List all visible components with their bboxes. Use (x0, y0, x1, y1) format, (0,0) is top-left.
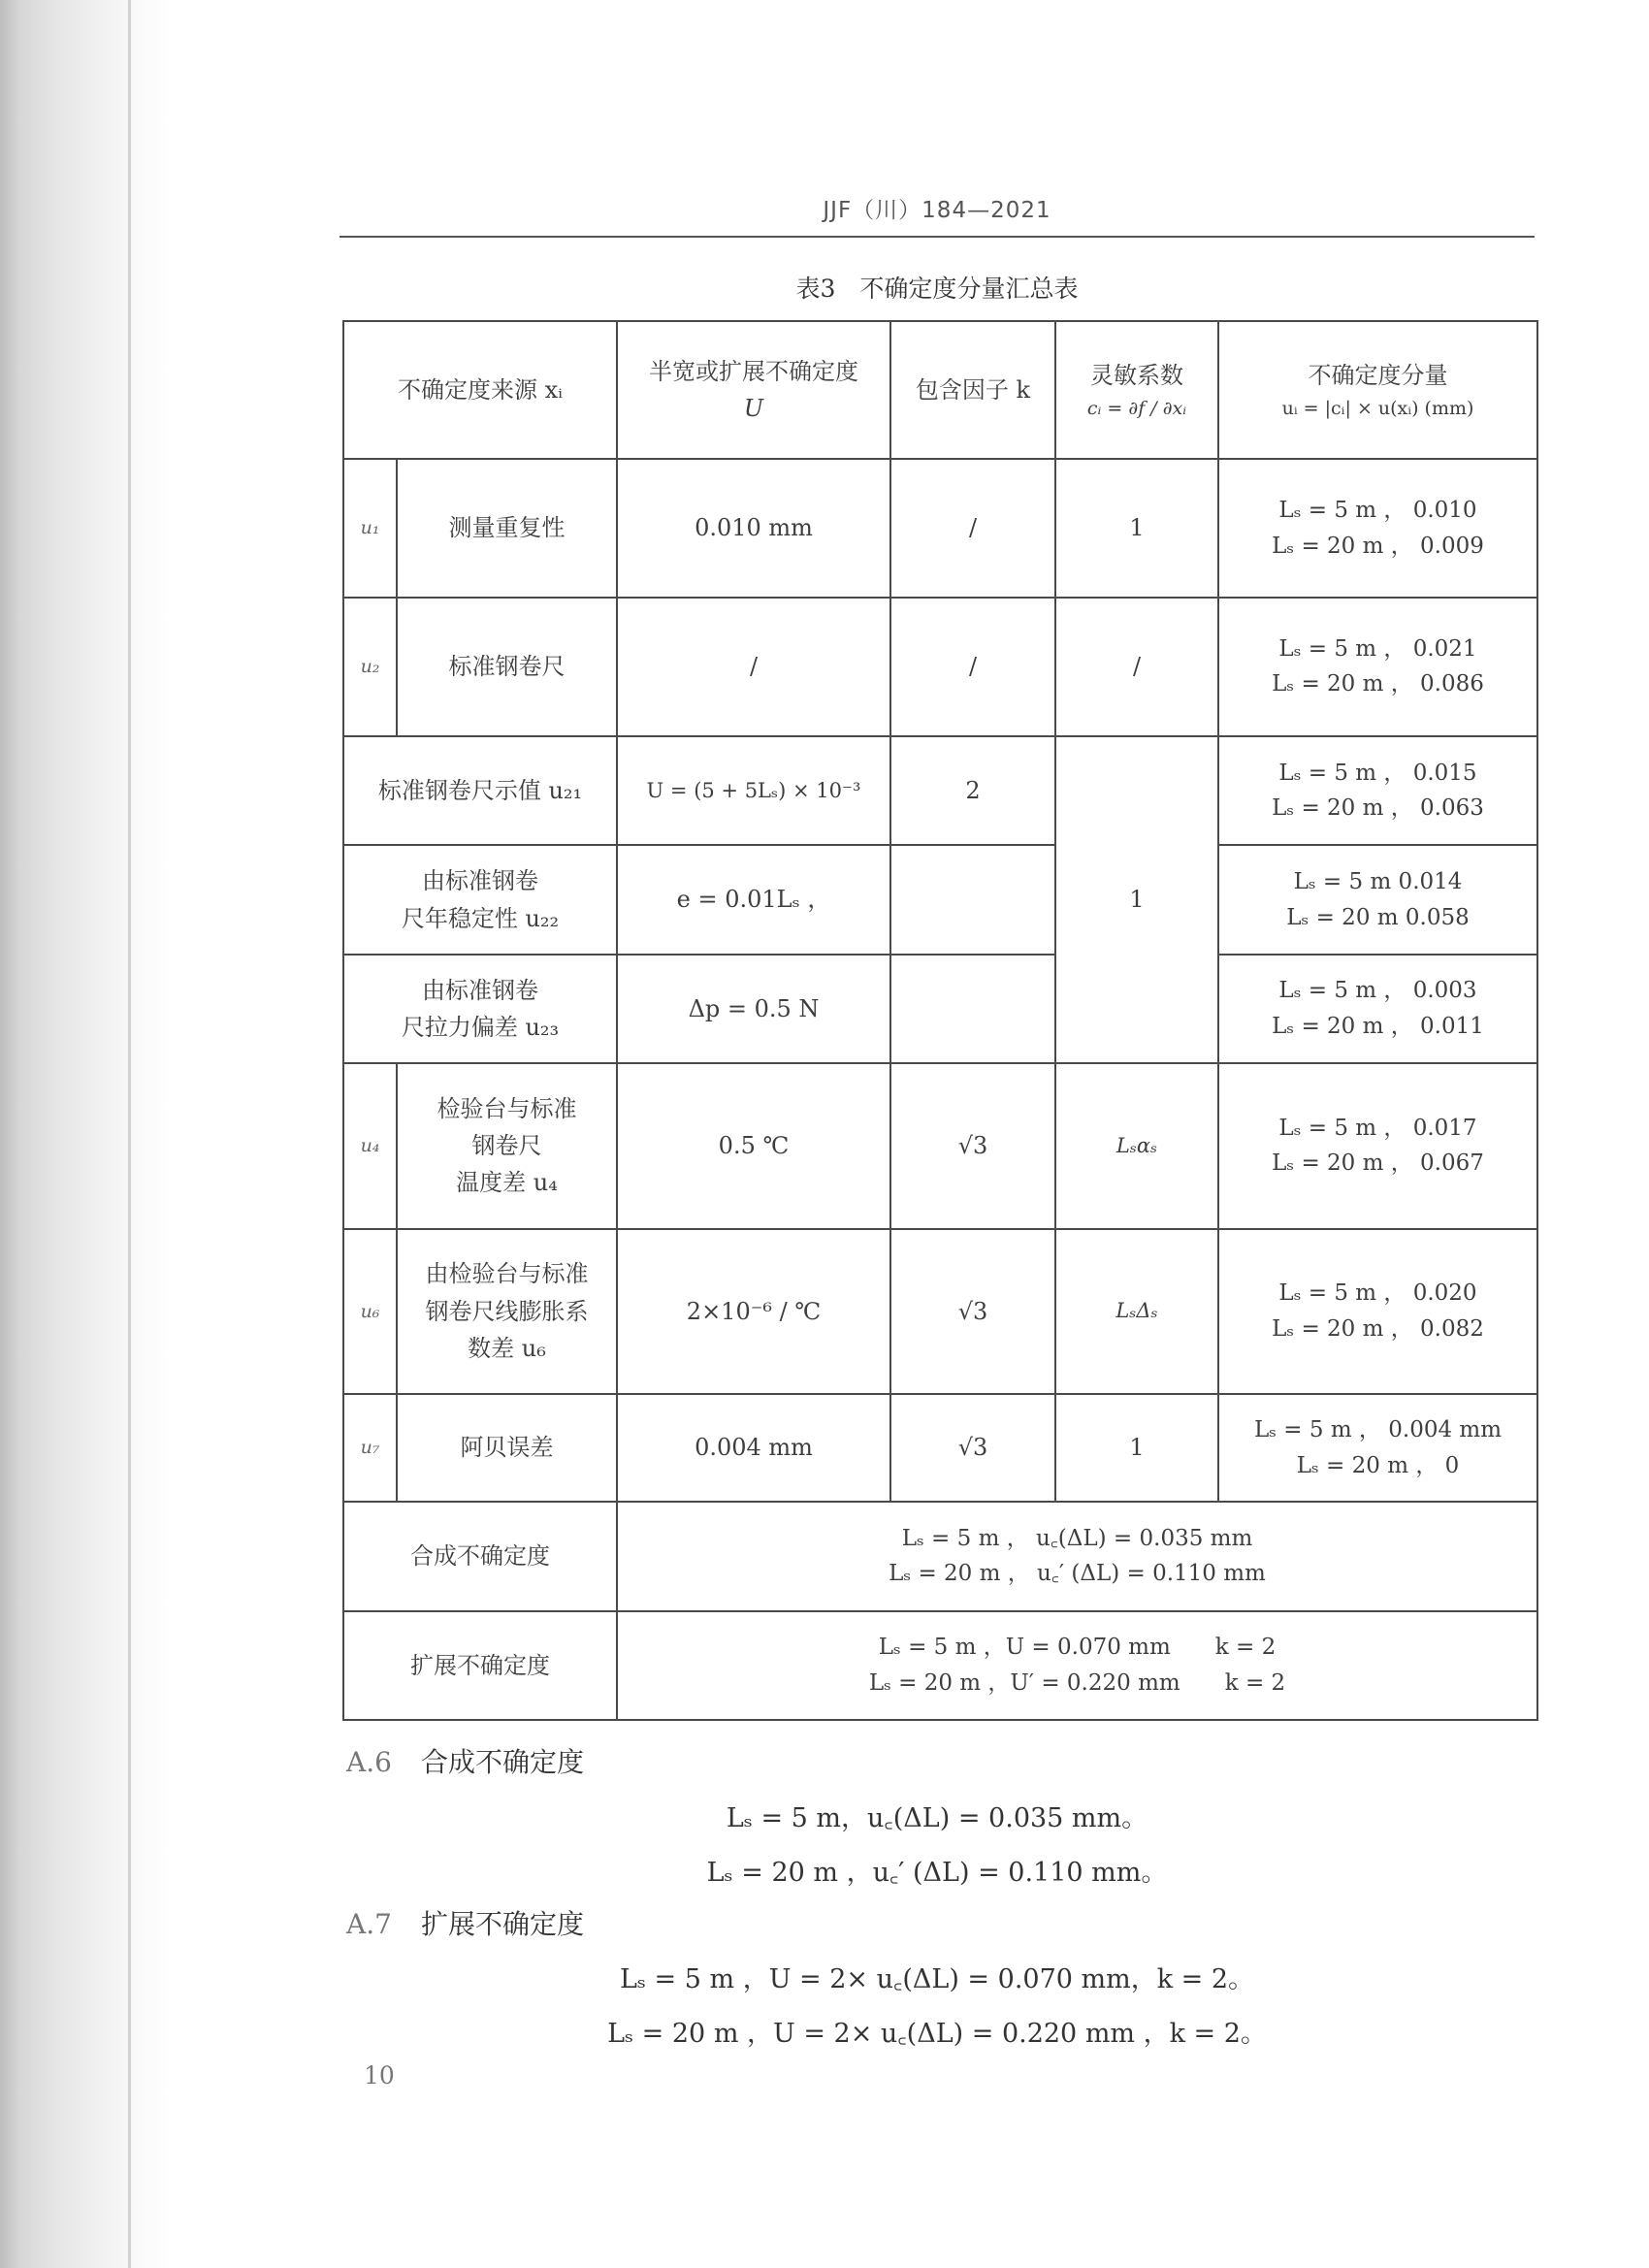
row-source-line3: 温度差 u₄ (456, 1169, 558, 1197)
row-source: 测量重复性 (397, 459, 617, 597)
row-component-line2: Lₛ = 20 m ， 0.011 (1272, 1013, 1484, 1039)
row-source-line2: 尺年稳定性 u₂₂ (401, 904, 560, 932)
row-sensitivity: 1 (1055, 459, 1218, 597)
row-source-line2: 钢卷尺 (471, 1132, 542, 1160)
table-row (343, 955, 1537, 1063)
running-header: JJF（川）184—2021 (823, 198, 1051, 223)
row-component-line2: Lₛ = 20 m ， 0 (1296, 1452, 1460, 1478)
combined-line1: Lₛ = 5 m ， u꜀(ΔL) = 0.035 mm (901, 1525, 1253, 1551)
table-row (343, 1229, 1537, 1394)
row-coverage-factor: √3 (890, 1394, 1055, 1502)
table-row (343, 845, 1537, 954)
row-component-line1: Lₛ = 5 m ， 0.020 (1278, 1280, 1477, 1306)
row-component (1218, 736, 1537, 845)
row-component-line1: Lₛ = 5 m 0.014 (1293, 868, 1463, 894)
row-source: 标准钢卷尺 (397, 598, 617, 736)
expanded-values (617, 1611, 1537, 1720)
row-halfwidth: e = 0.01Lₛ ， (617, 845, 890, 954)
row-component (1218, 1229, 1537, 1394)
table-row (343, 459, 1537, 597)
row-sensitivity: 1 (1055, 1394, 1218, 1502)
row-source-line1: 由检验台与标准 (425, 1260, 589, 1288)
row-coverage-factor: 2 (890, 736, 1055, 845)
row-component-line2: Lₛ = 20 m ， 0.067 (1272, 1150, 1484, 1177)
row-component-line1: Lₛ = 5 m ， 0.021 (1278, 635, 1477, 662)
row-sensitivity: Lₛαₛ (1055, 1063, 1218, 1228)
row-component-line1: Lₛ = 5 m ， 0.017 (1278, 1115, 1477, 1141)
section-a7-number: A.7 (346, 1908, 392, 1940)
row-component-line2: Lₛ = 20 m 0.058 (1286, 904, 1470, 930)
section-a7-equation-2: Lₛ = 20 m ，U = 2× u꜀(ΔL) = 0.220 mm ，k = 2。 (607, 2019, 1267, 2049)
row-source (343, 955, 617, 1063)
book-spine-shadow (0, 0, 170, 2268)
row-coverage-factor: / (890, 459, 1055, 597)
row-source (343, 845, 617, 954)
combined-line2: Lₛ = 20 m ， u꜀′ (ΔL) = 0.110 mm (889, 1561, 1266, 1587)
header-halfwidth (617, 321, 890, 459)
uncertainty-table (342, 320, 1538, 1721)
combined-label: 合成不确定度 (343, 1502, 617, 1610)
header-sensitivity-line1: 灵敏系数 (1090, 361, 1183, 389)
row-component (1218, 845, 1537, 954)
section-a7-equation-1: Lₛ = 5 m ，U = 2× u꜀(ΔL) = 0.070 mm，k = 2。 (619, 1964, 1255, 1994)
header-coverage-factor: 包含因子 k (890, 321, 1055, 459)
row-coverage-factor: / (890, 598, 1055, 736)
row-component (1218, 598, 1537, 736)
row-symbol: u₄ (343, 1063, 397, 1228)
spine-fold-line (128, 0, 131, 2268)
row-source: 阿贝误差 (397, 1394, 617, 1502)
row-symbol: u₇ (343, 1394, 397, 1502)
header-source: 不确定度来源 xᵢ (343, 321, 617, 459)
row-component (1218, 459, 1537, 597)
page-number: 10 (364, 2061, 395, 2090)
row-halfwidth: / (617, 598, 890, 736)
row-source (397, 1229, 617, 1394)
row-coverage-factor (890, 955, 1055, 1063)
table-row (343, 736, 1537, 845)
header-sensitivity-line2: cᵢ = ∂f / ∂xᵢ (1086, 398, 1187, 420)
row-component (1218, 1063, 1537, 1228)
row-component-line2: Lₛ = 20 m ， 0.082 (1272, 1315, 1484, 1342)
header-halfwidth-line2: U (743, 395, 764, 423)
row-halfwidth: Δp = 0.5 N (617, 955, 890, 1063)
row-source-line1: 由标准钢卷 (422, 976, 538, 1004)
header-component (1218, 321, 1537, 459)
row-coverage-factor (890, 845, 1055, 954)
header-sensitivity (1055, 321, 1218, 459)
row-coverage-factor: √3 (890, 1229, 1055, 1394)
expanded-line2: Lₛ = 20 m ，U′ = 0.220 mm k = 2 (868, 1669, 1286, 1696)
section-a7-heading (346, 1903, 584, 1942)
row-symbol: u₁ (343, 459, 397, 597)
row-component-line1: Lₛ = 5 m ， 0.003 (1278, 978, 1477, 1004)
row-component (1218, 1394, 1537, 1502)
header-rule (340, 236, 1535, 238)
section-a6-equation-1: Lₛ = 5 m，u꜀(ΔL) = 0.035 mm。 (726, 1803, 1148, 1833)
row-symbol: u₆ (343, 1229, 397, 1394)
row-halfwidth: U = (5 + 5Lₛ) × 10⁻³ (617, 736, 890, 845)
row-halfwidth: 0.5 ℃ (617, 1063, 890, 1228)
table-title: 表3 不确定度分量汇总表 (795, 275, 1079, 303)
row-component-line1: Lₛ = 5 m ， 0.015 (1278, 760, 1477, 786)
table-row (343, 1063, 1537, 1228)
table-row (343, 598, 1537, 736)
row-source (397, 1063, 617, 1228)
row-component-line1: Lₛ = 5 m ， 0.010 (1278, 497, 1477, 523)
header-component-line2: uᵢ = |cᵢ| × u(xᵢ) (mm) (1281, 398, 1474, 420)
row-halfwidth: 0.010 mm (617, 459, 890, 597)
header-component-line1: 不确定度分量 (1308, 361, 1448, 389)
row-component-line2: Lₛ = 20 m ， 0.009 (1272, 533, 1484, 559)
row-component-line2: Lₛ = 20 m ， 0.086 (1272, 671, 1484, 697)
table-header-row (343, 321, 1537, 459)
section-a6-number: A.6 (346, 1746, 392, 1778)
row-source-line1: 由标准钢卷 (422, 867, 538, 895)
row-sensitivity: / (1055, 598, 1218, 736)
section-a6-heading (346, 1741, 584, 1780)
table-row (343, 1394, 1537, 1502)
row-source-line2: 尺拉力偏差 u₂₃ (401, 1013, 560, 1041)
row-sensitivity-merged: 1 (1055, 736, 1218, 1063)
combined-uncertainty-row (343, 1502, 1537, 1610)
row-halfwidth: 2×10⁻⁶ / ℃ (617, 1229, 890, 1394)
section-a6-title: 合成不确定度 (420, 1746, 584, 1778)
expanded-uncertainty-row (343, 1611, 1537, 1720)
row-source-line2: 钢卷尺线膨胀系 (425, 1297, 589, 1325)
row-halfwidth: 0.004 mm (617, 1394, 890, 1502)
section-a7-title: 扩展不确定度 (420, 1908, 584, 1940)
expanded-label: 扩展不确定度 (343, 1611, 617, 1720)
row-source-line1: 检验台与标准 (436, 1094, 577, 1122)
row-symbol: u₂ (343, 598, 397, 736)
row-coverage-factor: √3 (890, 1063, 1055, 1228)
section-a6-equation-2: Lₛ = 20 m ，u꜀′ (ΔL) = 0.110 mm。 (706, 1858, 1168, 1888)
row-component-line2: Lₛ = 20 m ， 0.063 (1272, 795, 1484, 822)
row-component (1218, 955, 1537, 1063)
row-source: 标准钢卷尺示值 u₂₁ (343, 736, 617, 845)
row-sensitivity: LₛΔₛ (1055, 1229, 1218, 1394)
header-halfwidth-line1: 半宽或扩展不确定度 (649, 357, 858, 385)
row-component-line1: Lₛ = 5 m ， 0.004 mm (1253, 1416, 1503, 1442)
row-source-line3: 数差 u₆ (468, 1334, 546, 1362)
expanded-line1: Lₛ = 5 m ，U = 0.070 mm k = 2 (878, 1635, 1277, 1660)
combined-values (617, 1502, 1537, 1610)
